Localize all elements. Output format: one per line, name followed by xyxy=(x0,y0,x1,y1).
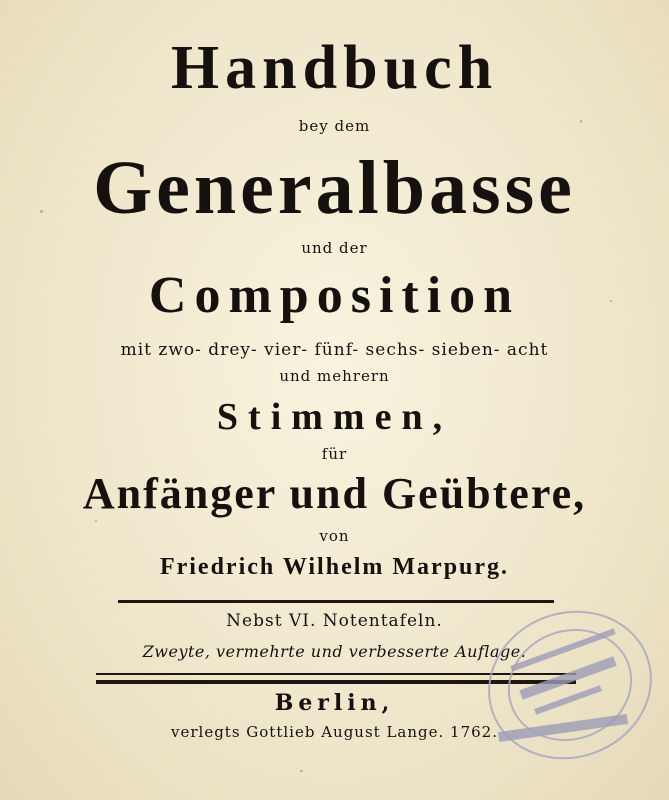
imprint-publisher: verlegts Gottlieb August Lange. 1762. xyxy=(171,723,498,741)
paper-speck xyxy=(300,770,303,772)
author-name: Friedrich Wilhelm Marpurg. xyxy=(159,554,510,580)
title-voices-list: mit zwo- drey- vier- fünf- sechs- sieben- acht xyxy=(120,340,549,360)
library-stamp-icon xyxy=(478,605,658,765)
title-composition: Composition xyxy=(148,267,521,324)
paper-speck xyxy=(40,210,43,213)
paper-speck xyxy=(580,120,582,123)
paper-speck xyxy=(95,520,97,522)
edition-plates: Nebst VI. Notentafeln. xyxy=(226,611,443,631)
title-stimmen: Stimmen, xyxy=(216,396,453,438)
title-generalbasse: Generalbasse xyxy=(93,146,576,230)
divider-rule-top xyxy=(118,600,554,603)
title-anfaenger: Anfänger und Geübtere, xyxy=(82,469,587,518)
title-bey-dem: bey dem xyxy=(298,117,371,135)
title-und-mehrern: und mehrern xyxy=(279,367,390,385)
paper-speck xyxy=(610,300,612,302)
imprint-place: Berlin, xyxy=(274,690,395,716)
title-handbuch: Handbuch xyxy=(170,34,499,102)
title-und-der: und der xyxy=(301,239,368,257)
edition-note: Zweyte, vermehrte und verbesserte Auflage. xyxy=(142,642,527,661)
title-von: von xyxy=(319,527,350,545)
title-fuer: für xyxy=(321,445,348,463)
